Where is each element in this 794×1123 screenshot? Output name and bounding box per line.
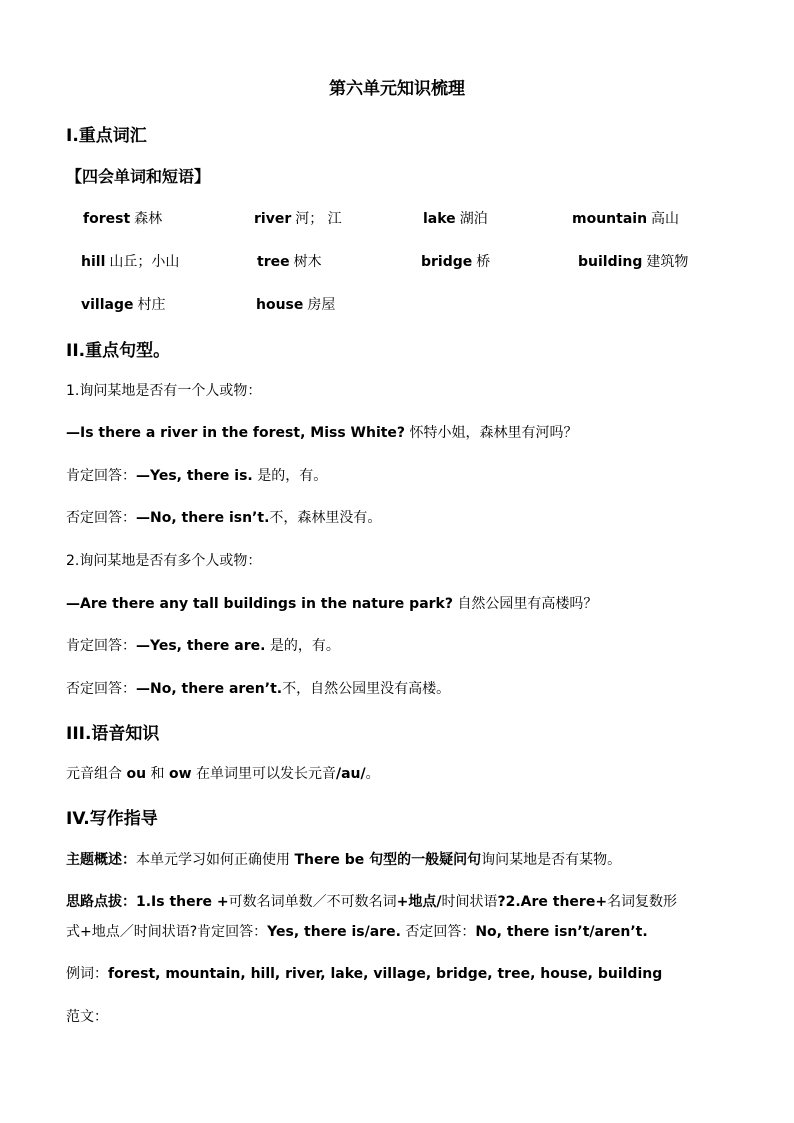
writing-tips-line-1: 思路点拔：1.Is there +可数名词单数／不可数名词+地点/时间状语?2.Are there+名词复数形: [66, 894, 678, 910]
page-title: 第六单元知识梳理: [329, 79, 465, 99]
pattern-1-yes: 肯定回答：—Yes, there is. 是的，有。: [66, 468, 328, 484]
pattern-2-yes: 肯定回答：—Yes, there are. 是的，有。: [66, 638, 340, 654]
phonics-heading: III.语音知识: [66, 724, 160, 744]
vocab-item: hill 山丘；小山: [81, 254, 180, 270]
vocab-item: bridge 桥: [421, 254, 491, 270]
pattern-2-question: —Are there any tall buildings in the nature park? 自然公园里有高楼吗？: [66, 596, 598, 612]
vocab-subheading: 【四会单词和短语】: [66, 167, 211, 186]
writing-heading: IV.写作指导: [66, 809, 158, 829]
vocab-item: lake 湖泊: [423, 211, 488, 227]
vocab-item: house 房屋: [256, 297, 336, 313]
vocab-item: building 建筑物: [578, 254, 689, 270]
vocab-heading: I.重点词汇: [66, 126, 147, 146]
writing-sample-label: 范文：: [66, 1009, 108, 1025]
pattern-2-no: 否定回答：—No, there aren’t.不，自然公园里没有高楼。: [66, 681, 451, 697]
vocab-item: tree 树木: [257, 254, 322, 270]
sentences-heading: II.重点句型。: [66, 341, 171, 361]
phonics-text: 元音组合 ou 和 ow 在单词里可以发长元音/au/。: [66, 766, 380, 782]
vocab-item: forest 森林: [83, 211, 163, 227]
vocab-item: river 河； 江: [254, 211, 342, 227]
pattern-2-label: 2.询问某地是否有多个人或物：: [66, 553, 262, 569]
vocab-item: mountain 高山: [572, 211, 680, 227]
pattern-1-label: 1.询问某地是否有一个人或物：: [66, 383, 262, 399]
writing-topic: 主题概述：本单元学习如何正确使用 There be 句型的一般疑问句询问某地是否有某物。: [66, 852, 622, 868]
writing-example: 例词：forest, mountain, hill, river, lake, village, bridge, tree, house, building: [66, 966, 663, 982]
writing-tips-line-2: 式+地点／时间状语?肯定回答：Yes, there is/are. 否定回答：No, there isn’t/aren’t.: [66, 924, 648, 940]
vocab-item: village 村庄: [81, 297, 166, 313]
pattern-1-question: —Is there a river in the forest, Miss White? 怀特小姐，森林里有河吗？: [66, 425, 578, 441]
pattern-1-no: 否定回答：—No, there isn’t.不，森林里没有。: [66, 510, 382, 526]
